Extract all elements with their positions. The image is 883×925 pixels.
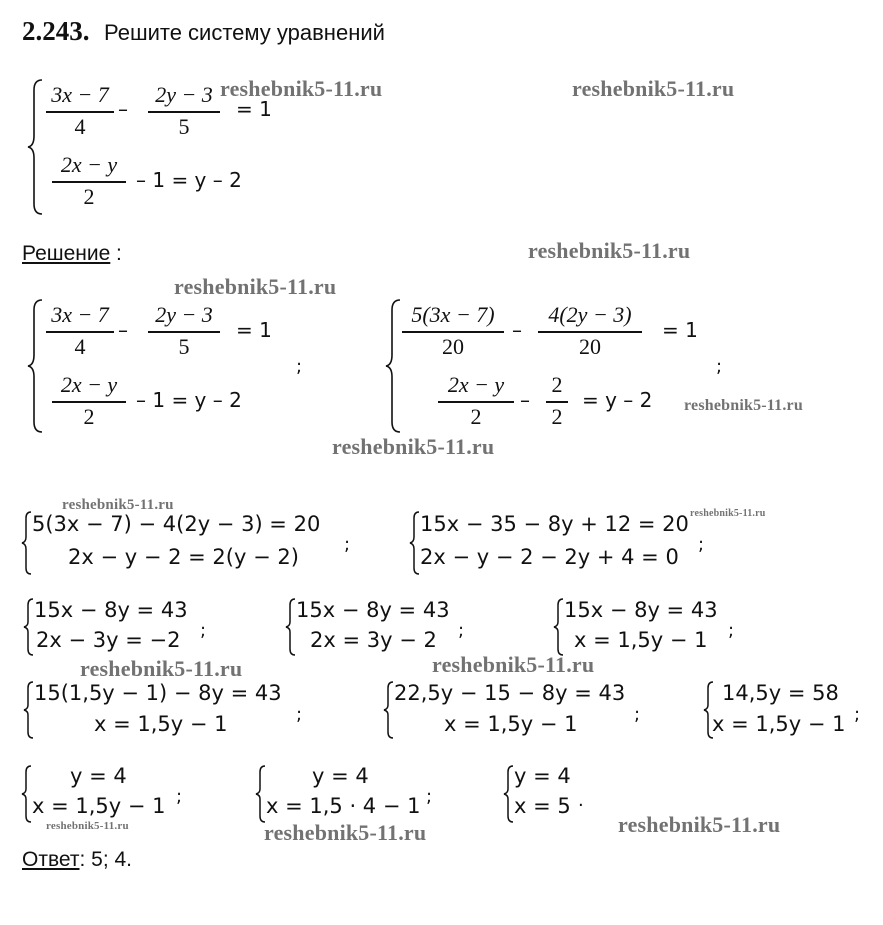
given-rhs1: = 1	[236, 97, 272, 121]
step3-c2: x = 1,5y − 1	[574, 628, 708, 652]
step1b-rhs2: = y – 2	[582, 388, 653, 412]
step1b-f1-bar	[402, 331, 504, 333]
step3-a-sep: ;	[200, 620, 207, 641]
given-f2-bar	[148, 111, 220, 113]
step1b-f3-den: 2	[470, 404, 482, 429]
step2-b-sep: ;	[698, 534, 705, 555]
step2-a2: 2x − y − 2 = 2(y − 2)	[68, 545, 299, 569]
step1a-f1-den: 4	[74, 334, 86, 359]
answer-label: Ответ	[22, 848, 80, 871]
step5-c1: y = 4	[514, 764, 571, 788]
brace-step3a	[22, 597, 34, 657]
step1b-f4-bar	[546, 401, 568, 403]
solution-label	[22, 242, 110, 266]
brace-step1a	[26, 298, 44, 434]
step1b-f3-bar	[438, 401, 514, 403]
watermark: reshebnik5-11.ru	[690, 508, 766, 519]
brace-step5a	[20, 764, 32, 824]
step1a-f2-den: 5	[178, 334, 190, 359]
step5-c-dot: .	[578, 790, 584, 811]
answer-value: : 5; 4.	[79, 848, 133, 871]
given-f3-num: 2x − y	[60, 152, 118, 177]
given-f2-num: 2y − 3	[155, 82, 213, 107]
given-f3-den: 2	[83, 184, 95, 209]
step1b-f1-den: 20	[442, 334, 464, 359]
step1b-f4-den: 2	[551, 404, 563, 429]
step1a-f1-bar	[46, 331, 114, 333]
step1b-f2-num: 4(2y − 3)	[548, 302, 632, 327]
step3-c-sep: ;	[728, 620, 735, 641]
watermark: reshebnik5-11.ru	[618, 812, 781, 837]
watermark: reshebnik5-11.ru	[62, 497, 174, 513]
step1b-f2-bar	[538, 331, 642, 333]
step1a-f3-den: 2	[83, 404, 95, 429]
given-f2-den: 5	[178, 114, 190, 139]
step1b-rhs1: = 1	[662, 318, 698, 342]
step4-c1: 14,5y = 58	[722, 681, 839, 705]
step1b-minus: –	[512, 318, 522, 342]
step1a-f3-num: 2x − y	[60, 372, 118, 397]
step1a-rhs1: = 1	[236, 318, 272, 342]
step4-b1: 22,5y − 15 − 8y = 43	[394, 681, 626, 705]
watermark: reshebnik5-11.ru	[220, 76, 383, 101]
step4-b-sep: ;	[634, 704, 641, 725]
brace-step3c	[552, 597, 564, 657]
step4-a1: 15(1,5y − 1) − 8y = 43	[34, 681, 282, 705]
watermark: reshebnik5-11.ru	[332, 434, 495, 459]
brace-step2a	[20, 510, 32, 576]
brace-step5b	[254, 764, 266, 824]
step4-b2: x = 1,5y − 1	[444, 712, 578, 736]
given-minus: –	[118, 97, 128, 121]
step1a-sep: ;	[296, 356, 303, 377]
step1b-f1-num: 5(3x − 7)	[411, 302, 495, 327]
step5-b2: x = 1,5 · 4 − 1	[266, 794, 421, 818]
watermark: reshebnik5-11.ru	[528, 238, 691, 263]
watermark: reshebnik5-11.ru	[432, 652, 595, 677]
problem-text: Решите систему уравнений	[104, 20, 385, 45]
step1b-f3-num: 2x − y	[447, 372, 505, 397]
step5-a2: x = 1,5y − 1	[32, 794, 166, 818]
given-f3-bar	[52, 181, 126, 183]
watermark: reshebnik5-11.ru	[264, 820, 427, 845]
step1a-f1-num: 3x − 7	[51, 302, 109, 327]
step3-b-sep: ;	[458, 620, 465, 641]
step4-a2: x = 1,5y − 1	[94, 712, 228, 736]
step3-b1: 15x − 8y = 43	[296, 598, 450, 622]
step5-a-sep: ;	[176, 786, 183, 807]
watermark: reshebnik5-11.ru	[174, 274, 337, 299]
brace-step4a	[22, 680, 34, 740]
solution-colon: :	[116, 242, 122, 265]
step5-b-sep: ;	[426, 786, 433, 807]
step2-b2: 2x − y − 2 − 2y + 4 = 0	[420, 545, 679, 569]
step3-a1: 15x − 8y = 43	[34, 598, 188, 622]
step4-c2: x = 1,5y − 1	[712, 712, 846, 736]
brace-step5c	[502, 764, 514, 824]
watermark: reshebnik5-11.ru	[684, 397, 803, 414]
step5-b1: y = 4	[312, 764, 369, 788]
step1a-rhs2: – 1 = y – 2	[136, 388, 242, 412]
step1a-f3-bar	[52, 401, 126, 403]
problem-number: 2.243.	[22, 16, 90, 46]
step1b-minus2: –	[520, 388, 530, 412]
step1a-minus: –	[118, 318, 128, 342]
step3-a2: 2x − 3y = −2	[36, 628, 181, 652]
step2-b1: 15x − 35 − 8y + 12 = 20	[420, 512, 689, 536]
brace-step1b	[384, 298, 402, 434]
brace-step4b	[382, 680, 394, 740]
answer-line	[22, 848, 132, 872]
step1b-sep: ;	[716, 356, 723, 377]
step2-a1: 5(3x − 7) − 4(2y − 3) = 20	[32, 512, 321, 536]
step1a-f2-bar	[148, 331, 220, 333]
brace-step2b	[408, 510, 420, 576]
given-f1-den: 4	[74, 114, 86, 139]
step4-c-sep: ;	[854, 704, 861, 725]
watermark: reshebnik5-11.ru	[80, 656, 243, 681]
step1b-f2-den: 20	[579, 334, 601, 359]
brace-step3b	[284, 597, 296, 657]
watermark: reshebnik5-11.ru	[46, 820, 129, 832]
solution-label-text: Решение	[22, 242, 111, 265]
step3-b2: 2x = 3y − 2	[310, 628, 437, 652]
step1b-f4-num: 2	[551, 372, 563, 397]
watermark: reshebnik5-11.ru	[572, 76, 735, 101]
given-f1-num: 3x − 7	[51, 82, 109, 107]
step2-a-sep: ;	[344, 534, 351, 555]
step5-a1: y = 4	[70, 764, 127, 788]
given-f1-bar	[46, 111, 114, 113]
brace-given	[26, 78, 44, 216]
given-rhs2: – 1 = y – 2	[136, 168, 242, 192]
step3-c1: 15x − 8y = 43	[564, 598, 718, 622]
step5-c2: x = 5	[514, 794, 571, 818]
step1a-f2-num: 2y − 3	[155, 302, 213, 327]
step4-a-sep: ;	[296, 704, 303, 725]
